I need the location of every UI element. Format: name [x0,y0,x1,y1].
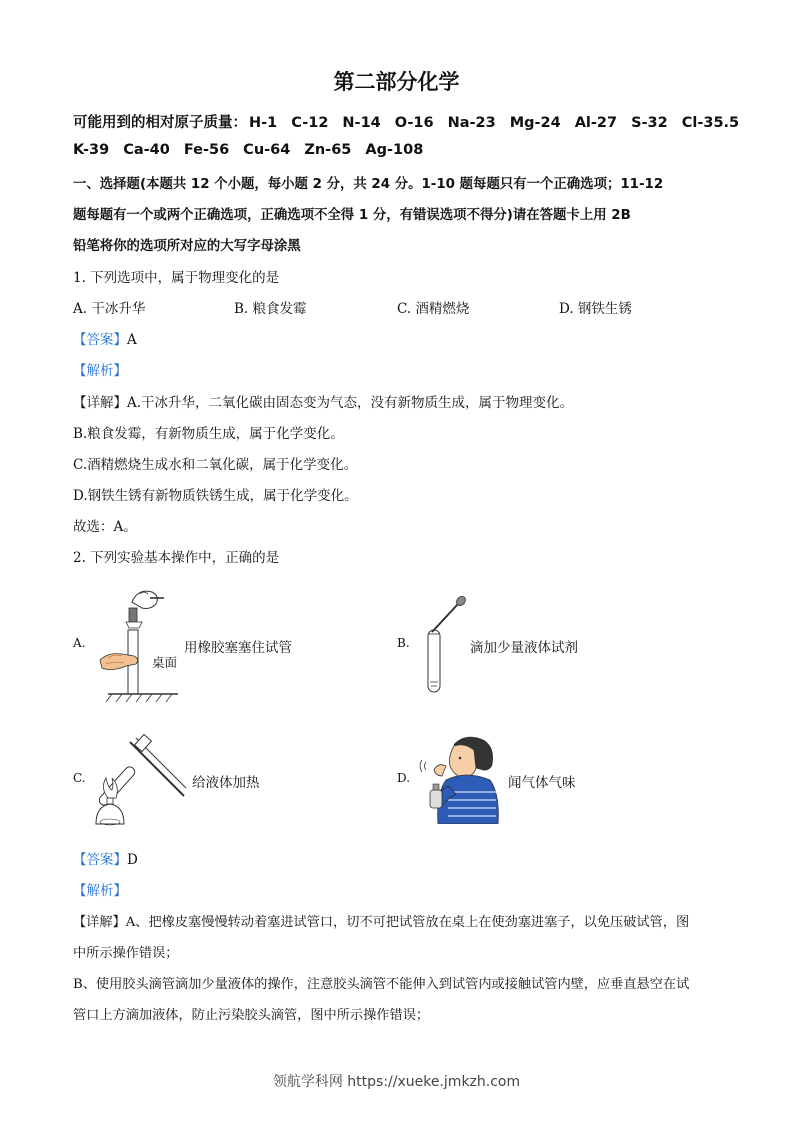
detail-tag: 【详解】 [73,395,127,411]
footer-watermark: 领航学科网 https://xueke.jmkzh.com [272,1074,521,1090]
q2-option-a-letter: A. [73,636,86,650]
answer-value: D [127,852,138,868]
q2-analysis-tag: 【解析】 [73,883,127,899]
heating-liquid-illustration [88,732,188,830]
q2-stem: 2. 下列实验基本操作中，正确的是 [73,550,280,566]
smelling-gas-illustration [418,732,504,824]
q1-option-a: A. 干冰升华 [73,301,146,317]
dropper-illustration [420,594,470,698]
q2-detail-line-2: 中所示操作错误； [73,946,179,961]
q1-option-c: C. 酒精燃烧 [397,301,470,317]
section-heading-line-1: 一、选择题(本题共 12 个小题，每小题 2 分，共 24 分。1-10 题每题只有一个正确选项；11-12 [73,177,664,192]
q1-detail-line-1: 【详解】A.干冰升华，二氧化碳由固态变为气态，没有新物质生成，属于物理变化。 [73,395,574,411]
atomic-masses-line-1: 可能用到的相对原子质量： H-1 C-12 N-14 O-16 Na-23 Mg-24 Al-27 S-32 Cl-35.5 [73,115,740,131]
q2-answer [73,848,138,868]
q2-detail-line-1: 【详解】A、把橡皮塞慢慢转动着塞进试管口，切不可把试管放在桌上在使劲塞进塞子，以免压破试管，图 [73,915,690,930]
q1-detail-line-5: 故选：A。 [73,519,137,535]
answer-tag: 【答案】 [73,332,127,348]
q2-option-c-caption: 给液体加热 [192,775,260,791]
q2-option-c-letter: C. [73,771,86,785]
q2-detail-line-3: B、使用胶头滴管滴加少量液体的操作，注意胶头滴管不能伸入到试管内或接触试管内壁，应垂直悬空在试 [73,977,690,992]
q2-option-d-caption: 闻气体气味 [508,775,576,791]
atomic-masses-line-2: K-39 Ca-40 Fe-56 Cu-64 Zn-65 Ag-108 [73,142,424,158]
q2-option-b-letter: B. [397,636,410,650]
section-heading-line-2: 题每题有一个或两个正确选项，正确选项不全得 1 分，有错误选项不得分)请在答题卡上用 2B [73,208,631,223]
q2-option-a-caption: 用橡胶塞塞住试管 [184,640,292,656]
q2-option-a-inset-label: 桌面 [152,655,178,670]
q1-option-b: B. 粮食发霉 [234,301,307,317]
q1-answer [73,328,137,348]
q2-detail-line-4: 管口上方滴加液体，防止污染胶头滴管，图中所示操作错误； [73,1008,430,1023]
section-heading-line-3: 铅笔将你的选项所对应的大写字母涂黑 [73,239,301,254]
q1-detail-line-4: D.钢铁生锈有新物质铁锈生成，属于化学变化。 [73,488,358,504]
q2-option-d-letter: D. [397,771,411,785]
test-tube-stopper-illustration [94,584,189,706]
q1-detail-line-3: C.酒精燃烧生成水和二氧化碳，属于化学变化。 [73,457,358,473]
detail-tag: 【详解】 [73,915,126,930]
q1-detail-line-2: B.粮食发霉，有新物质生成，属于化学变化。 [73,426,344,442]
q1-option-d: D. 钢铁生锈 [559,301,632,317]
page-title: 第二部分化学 [333,70,460,94]
atomic-masses-label: 可能用到的相对原子质量： [73,115,247,131]
q1-analysis-tag: 【解析】 [73,363,127,379]
answer-tag: 【答案】 [73,852,127,868]
q2-option-b-caption: 滴加少量液体试剂 [470,640,578,656]
answer-value: A [127,332,137,348]
q1-stem: 1. 下列选项中，属于物理变化的是 [73,270,280,286]
